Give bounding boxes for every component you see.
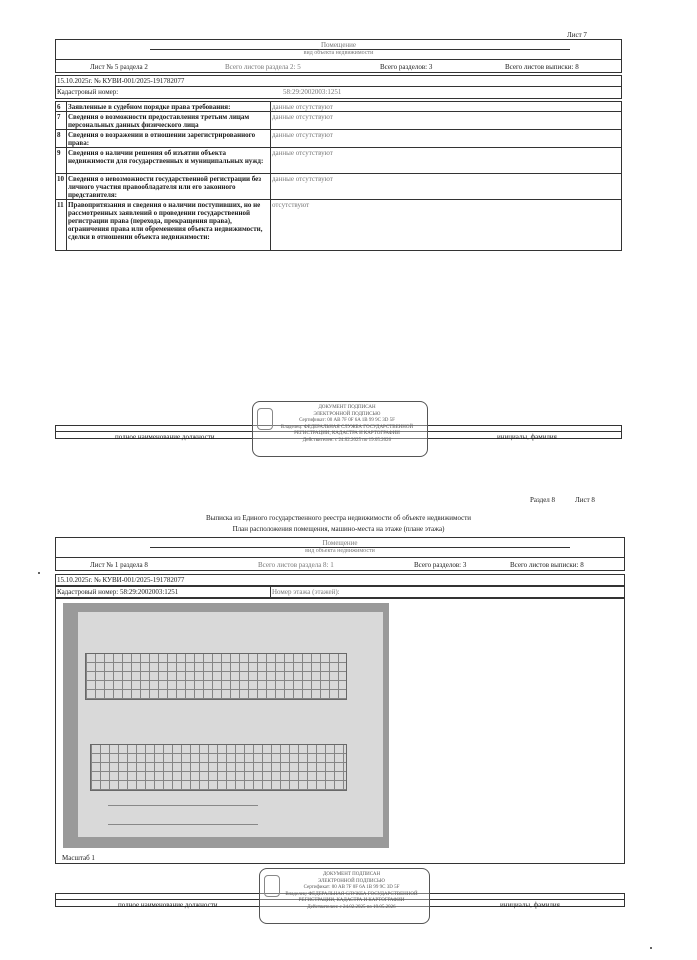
signature-name-7: инициалы, фамилия [497, 433, 557, 441]
page-subtitle-8: План расположения помещения, машино-места на этаже (плане этажа) [232, 525, 445, 533]
row-label: Сведения о возражении в отношении зарегистрированного права: [68, 131, 256, 147]
stamp-line: ЭЛЕКТРОННОЙ ПОДПИСЬЮ [318, 878, 385, 884]
row-num: 7 [57, 113, 61, 121]
sheet-label-7: Лист 7 [567, 31, 587, 39]
sections-total-7: Всего разделов: 3 [380, 63, 433, 71]
cadastral-label-7: Кадастровый номер: [57, 88, 119, 96]
signature-name-8: инициалы, фамилия [500, 901, 560, 909]
row-num: 9 [57, 149, 61, 157]
floor-plan-lower [90, 744, 347, 791]
row-label: Сведения о возможности предоставления третьим лицам персональных данных физического лица [68, 113, 250, 129]
row-value: отсутствуют [272, 201, 310, 209]
object-type-8: Помещение [322, 539, 358, 547]
object-type-caption-8: вид объекта недвижимости [305, 548, 375, 554]
sheets-total-7: Всего листов выписки: 8 [505, 63, 579, 71]
stamp-line: ДОКУМЕНТ ПОДПИСАН [322, 872, 381, 877]
extract-number-7: 15.10.2025г. № КУВИ-001/2025-191782077 [57, 77, 185, 85]
scan-speck [650, 947, 652, 949]
stamp-line: Действителен: с 24.02.2025 по 19.05.2026 [302, 437, 392, 443]
cadastral-number-8: Кадастровый номер: 58:29:2002003:1251 [57, 588, 179, 596]
signature-position-8: полное наименование должности [118, 901, 218, 909]
e-signature-stamp-8 [259, 868, 430, 924]
row-label: Правопритязания и сведения о наличии поступивших, но не рассмотренных заявлений о проведении государственной регистрации права (перехода, прекращения права), ограничения права или обременения объекта недвижимости, сделки в отношении объекта недвижимости: [68, 201, 263, 241]
page-title-8: Выписка из Единого государственного реестра недвижимости об объекте недвижимости [205, 514, 472, 522]
sheet-label-8: Лист 8 [575, 496, 595, 504]
stamp-line: Сертификат: 00 АВ 7F 0F 6A 1B 99 9C 3D 5F [303, 885, 400, 890]
sheets-in-section-8: Всего листов раздела 8: 1 [258, 561, 334, 569]
row-num: 10 [57, 175, 64, 183]
stamp-line: Действителен: с 24.02.2025 по 19.05.2026 [307, 904, 396, 910]
signature-position-7: полное наименование должности [115, 433, 215, 441]
stamp-line: ЭЛЕКТРОННОЙ ПОДПИСЬЮ [313, 411, 381, 417]
stamp-line: Владелец: ФЕДЕРАЛЬНАЯ СЛУЖБА ГОСУДАРСТВЕННОЙ [280, 424, 414, 430]
row-value: данные отсутствуют [272, 131, 333, 139]
section-label-8: Раздел 8 [530, 496, 556, 504]
row-value: данные отсутствуют [272, 113, 333, 121]
extract-number-8: 15.10.2025г. № КУВИ-001/2025-191782077 [57, 576, 185, 584]
scale-label: Масштаб 1 [62, 854, 95, 862]
stamp-line: ДОКУМЕНТ ПОДПИСАН [318, 405, 376, 410]
row-label: Сведения о наличии решения об изъятии объекта недвижимости для государственных и муниципальных нужд: [68, 149, 264, 165]
row-value: данные отсутствуют [272, 175, 333, 183]
sheet-section-7: Лист № 5 раздела 2 [90, 63, 148, 71]
object-type-7: Помещение [320, 41, 357, 49]
row-num: 6 [57, 103, 61, 111]
scan-speck [38, 572, 40, 574]
floor-number-8: Номер этажа (этажей): [272, 588, 340, 596]
sheets-total-8: Всего листов выписки: 8 [510, 561, 584, 569]
stamp-line: Сертификат: 00 АВ 7F 0F 6A 1B 99 9C 3D 5F [299, 418, 395, 423]
row-num: 11 [57, 201, 64, 209]
stamp-line: Владелец: ФЕДЕРАЛЬНАЯ СЛУЖБА ГОСУДАРСТВЕННОЙ [285, 891, 418, 897]
sheet-section-8: Лист № 1 раздела 8 [90, 561, 148, 569]
cadastral-value-7: 58:29:2002003:1251 [283, 88, 342, 96]
floor-plan-upper [85, 653, 347, 700]
e-signature-stamp-7 [252, 401, 428, 457]
sheets-in-section-7: Всего листов раздела 2: 5 [225, 63, 301, 71]
stamp-line: РЕГИСТРАЦИИ, КАДАСТРА И КАРТОГРАФИИ [298, 898, 405, 903]
row-value: данные отсутствуют [272, 103, 333, 111]
row-num: 8 [57, 131, 61, 139]
stamp-line: РЕГИСТРАЦИИ, КАДАСТРА И КАРТОГРАФИИ [294, 431, 400, 436]
row-label: Заявленные в судебном порядке права требования: [68, 103, 231, 111]
row-value: данные отсутствуют [272, 149, 333, 157]
row-label: Сведения о невозможности государственной регистрации без личного участия правообладателя или его законного представителя: [68, 175, 262, 199]
sections-total-8: Всего разделов: 3 [414, 561, 467, 569]
object-type-caption-7: вид объекта недвижимости [303, 50, 374, 56]
